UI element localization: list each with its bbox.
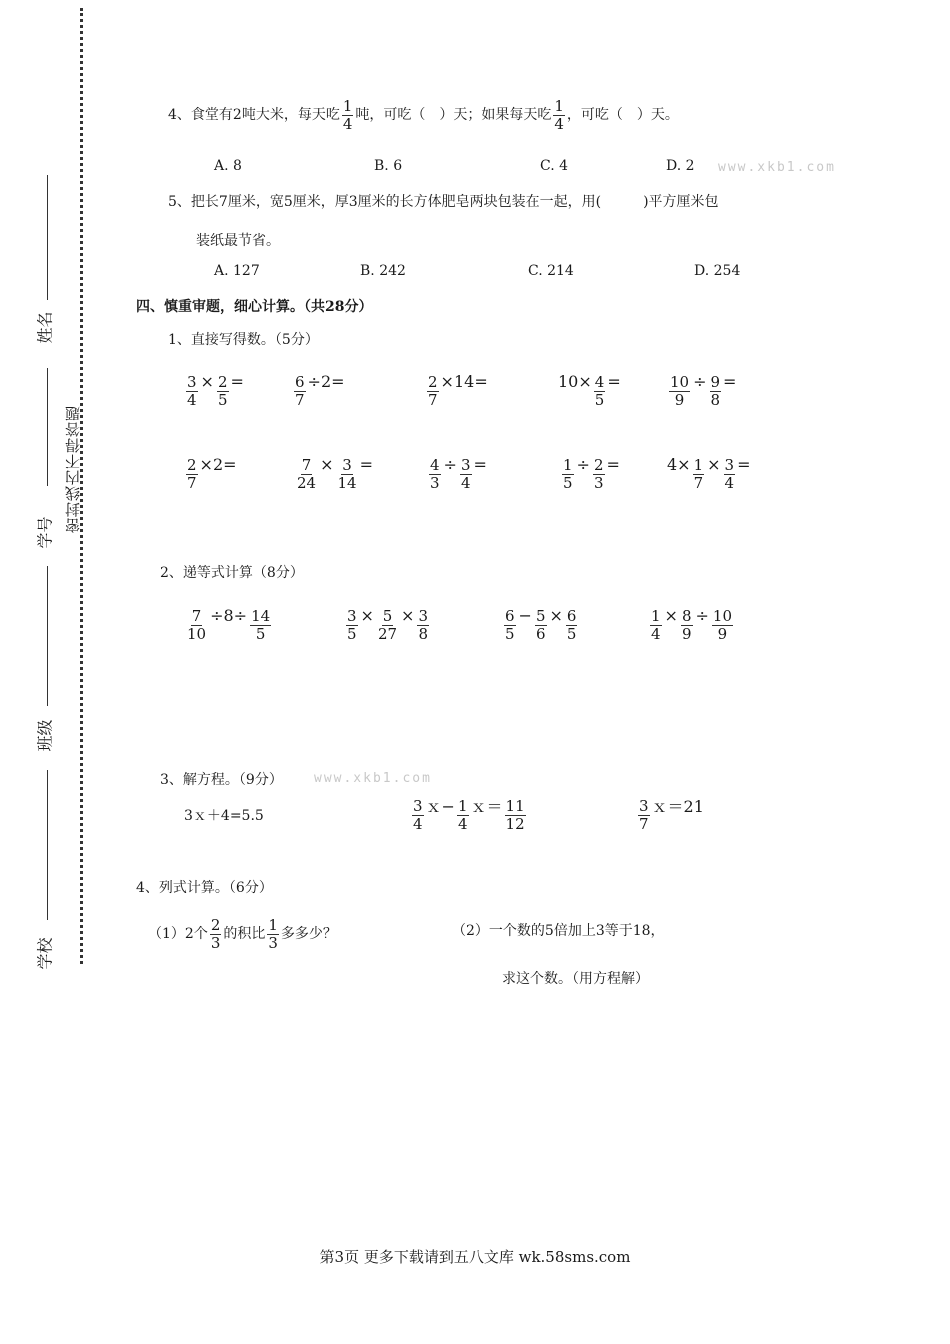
page-footer: 第3页 更多下载请到五八文库 wk.58sms.com bbox=[319, 1248, 631, 1266]
subsection-direct: 1、直接写得数。（5分） bbox=[168, 332, 319, 348]
list-calc-problem-2: （2）一个数的5倍加上3等于18， bbox=[452, 923, 665, 939]
id-blank-line bbox=[47, 368, 48, 486]
q5-option-a: A. 127 bbox=[214, 263, 260, 279]
equation-3: $\frac{3}{7}$ ｘ＝21 bbox=[639, 797, 704, 834]
direct-calc-item: 4× $\frac{1}{7}$ × $\frac{3}{4}$ = bbox=[667, 455, 751, 493]
equation-1: 3ｘ＋4=5.5 bbox=[184, 808, 264, 824]
stepwise-item: $\frac{6}{5}$ − $\frac{5}{6}$ × $\frac{6}{5}$ bbox=[505, 606, 577, 644]
school-label: 学校 bbox=[35, 937, 55, 970]
stepwise-item: $\frac{3}{5}$ × $\frac{5}{27}$ × $\frac{3}{8}$ bbox=[347, 606, 428, 644]
subsection-list-calc: 4、列式计算。（6分） bbox=[136, 880, 273, 896]
direct-calc-item: $\frac{4}{3}$ ÷ $\frac{3}{4}$ = bbox=[430, 455, 487, 493]
direct-calc-item: $\frac{10}{9}$ ÷ $\frac{9}{8}$ = bbox=[670, 372, 737, 410]
q5-option-b: B. 242 bbox=[360, 263, 406, 279]
direct-calc-item: $\frac{3}{4}$ × $\frac{2}{5}$ = bbox=[187, 372, 244, 410]
direct-calc-item: 10× $\frac{4}{5}$ = bbox=[558, 372, 621, 410]
school-blank-line bbox=[47, 770, 48, 920]
fraction: $\frac{1}{4}$ bbox=[342, 97, 353, 134]
q5-option-c: C. 214 bbox=[528, 263, 574, 279]
question-5-cont: 装纸最节省。 bbox=[196, 233, 280, 249]
direct-calc-item: $\frac{2}{7}$ ×2= bbox=[187, 455, 237, 493]
subsection-stepwise: 2、递等式计算（8分） bbox=[160, 565, 304, 581]
list-calc-problem-2-cont: 求这个数。（用方程解） bbox=[502, 971, 649, 987]
stepwise-item: $\frac{1}{4}$ × $\frac{8}{9}$ ÷ $\frac{10}{9}$ bbox=[651, 606, 732, 644]
section-title: 四、慎重审题，细心计算。（共28分） bbox=[136, 299, 373, 315]
direct-calc-item: $\frac{7}{24}$ × $\frac{3}{14}$ = bbox=[297, 455, 373, 493]
name-label: 姓名 bbox=[35, 311, 55, 344]
question-4: 4、食堂有2吨大米，每天吃 $\frac{1}{4}$ 吨，可吃（ ）天；如果每天吃 $\frac{1}{4}$ ，可吃（ ）天。 bbox=[168, 97, 679, 134]
question-5: 5、把长7厘米，宽5厘米，厚3厘米的长方体肥皂两块包装在一起，用( )平方厘米包 bbox=[168, 194, 719, 210]
direct-calc-item: $\frac{2}{7}$ ×14= bbox=[428, 372, 488, 410]
q4-option-d: D. 2 bbox=[666, 158, 695, 174]
q5-option-d: D. 254 bbox=[694, 263, 741, 279]
subsection-equations: 3、解方程。（9分） bbox=[160, 772, 283, 788]
watermark: www.xkb1.com bbox=[718, 160, 836, 175]
stepwise-item: $\frac{7}{10}$ ÷8÷ $\frac{14}{5}$ bbox=[187, 606, 271, 644]
direct-calc-item: $\frac{1}{5}$ ÷ $\frac{2}{3}$ = bbox=[563, 455, 620, 493]
class-blank-line bbox=[47, 566, 48, 706]
class-label: 班级 bbox=[35, 719, 55, 752]
q4-option-a: A. 8 bbox=[214, 158, 242, 174]
watermark: www.xkb1.com bbox=[314, 771, 432, 786]
list-calc-problem-1: （1）2个 $\frac{2}{3}$ 的积比 $\frac{1}{3}$ 多多少？ bbox=[148, 916, 337, 953]
q4-option-c: C. 4 bbox=[540, 158, 569, 174]
name-blank-line bbox=[47, 175, 48, 300]
q4-option-b: B. 6 bbox=[374, 158, 403, 174]
seal-text: 密封线内不得答题 bbox=[64, 405, 82, 533]
direct-calc-item: $\frac{6}{7}$ ÷2= bbox=[295, 372, 345, 410]
equation-2: $\frac{3}{4}$ ｘ− $\frac{1}{4}$ ｘ＝ $\frac{11}{12}$ bbox=[413, 797, 525, 834]
fraction: $\frac{1}{4}$ bbox=[554, 97, 564, 134]
id-label: 学号 bbox=[35, 516, 55, 549]
